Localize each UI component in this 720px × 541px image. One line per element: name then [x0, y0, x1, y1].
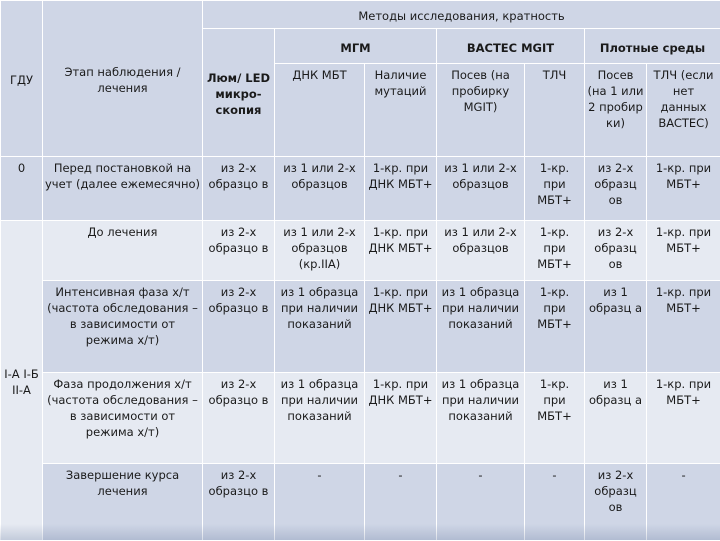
cell-posev-solid: из 2-х образц ов [585, 221, 647, 281]
header-row-1 [1, 1, 720, 29]
cell-mut: 1-кр. при ДНК МБТ+ [365, 373, 437, 464]
cell-tlch-mgit: 1-кр. при МБТ+ [525, 373, 585, 464]
cell-lum: из 2-х образцо в [203, 281, 275, 373]
cell-dnk: из 1 образца при наличии показаний [275, 373, 365, 464]
header-stage: Этап наблюдения / лечения [43, 1, 203, 157]
cell-lum: из 2-х образцо в [203, 157, 275, 221]
cell-lum: из 2-х образцо в [203, 464, 275, 541]
header-posev-solid: Посев (на 1 или 2 пробир ки) [585, 64, 647, 157]
cell-mut: 1-кр. при ДНК МБТ+ [365, 221, 437, 281]
header-tlch-mgit: ТЛЧ [525, 64, 585, 157]
header-lum: Люм/ LED микро-скопия [203, 29, 275, 157]
cell-posev-mgit: из 1 или 2-х образцов [437, 157, 525, 221]
cell-tlch-solid: - [647, 464, 720, 541]
cell-tlch-solid: 1-кр. при МБТ+ [647, 157, 720, 221]
cell-stage: Интенсивная фаза х/т (частота обследования – в зависимости от режима х/т) [43, 281, 203, 373]
cell-dnk: из 1 или 2-х образцов [275, 157, 365, 221]
header-methods-title: Методы исследования, кратность [203, 1, 720, 29]
header-tlch-solid: ТЛЧ (если нет данных BACTEC) [647, 64, 720, 157]
table-row [1, 373, 720, 464]
cell-lum: из 2-х образцо в [203, 373, 275, 464]
cell-tlch-mgit: 1-кр. при МБТ+ [525, 221, 585, 281]
cell-dnk: из 1 или 2-х образцов (кр.IIА) [275, 221, 365, 281]
cell-dnk: из 1 образца при наличии показаний [275, 281, 365, 373]
header-mut: Наличие мутаций [365, 64, 437, 157]
cell-tlch-mgit: - [525, 464, 585, 541]
cell-stage: Завершение курса лечения [43, 464, 203, 541]
table-row [1, 281, 720, 373]
cell-mut: 1-кр. при ДНК МБТ+ [365, 157, 437, 221]
cell-lum: из 2-х образцо в [203, 221, 275, 281]
cell-stage: Фаза продолжения х/т (частота обследования – в зависимости от режима х/т) [43, 373, 203, 464]
cell-posev-solid: из 1 образц а [585, 281, 647, 373]
cell-posev-mgit: - [437, 464, 525, 541]
cell-tlch-solid: 1-кр. при МБТ+ [647, 373, 720, 464]
cell-gdu-group: I-А I-Б II-А [1, 221, 43, 541]
cell-tlch-solid: 1-кр. при МБТ+ [647, 281, 720, 373]
cell-stage: До лечения [43, 221, 203, 281]
cell-tlch-mgit: 1-кр. при МБТ+ [525, 157, 585, 221]
header-bactec: BACTEC MGIT [437, 29, 585, 64]
cell-posev-mgit: из 1 образца при наличии показаний [437, 373, 525, 464]
cell-tlch-mgit: 1-кр. при МБТ+ [525, 281, 585, 373]
cell-posev-solid: из 1 образц а [585, 373, 647, 464]
header-gdu: ГДУ [1, 1, 43, 157]
cell-posev-mgit: из 1 или 2-х образцов [437, 221, 525, 281]
cell-posev-solid: из 2-х образц ов [585, 157, 647, 221]
cell-mut: 1-кр. при ДНК МБТ+ [365, 281, 437, 373]
cell-posev-mgit: из 1 образца при наличии показаний [437, 281, 525, 373]
table-row [1, 157, 720, 221]
cell-dnk: - [275, 464, 365, 541]
cell-stage: Перед постановкой на учет (далее ежемесячно) [43, 157, 203, 221]
header-mgm: МГМ [275, 29, 437, 64]
header-dnk: ДНК МБТ [275, 64, 365, 157]
table-row [1, 464, 720, 541]
cell-gdu: 0 [1, 157, 43, 221]
header-solid: Плотные среды [585, 29, 720, 64]
cell-tlch-solid: 1-кр. при МБТ+ [647, 221, 720, 281]
cell-posev-solid: из 2-х образц ов [585, 464, 647, 541]
table-row [1, 221, 720, 281]
header-posev-mgit: Посев (на пробирку MGIT) [437, 64, 525, 157]
cell-mut: - [365, 464, 437, 541]
